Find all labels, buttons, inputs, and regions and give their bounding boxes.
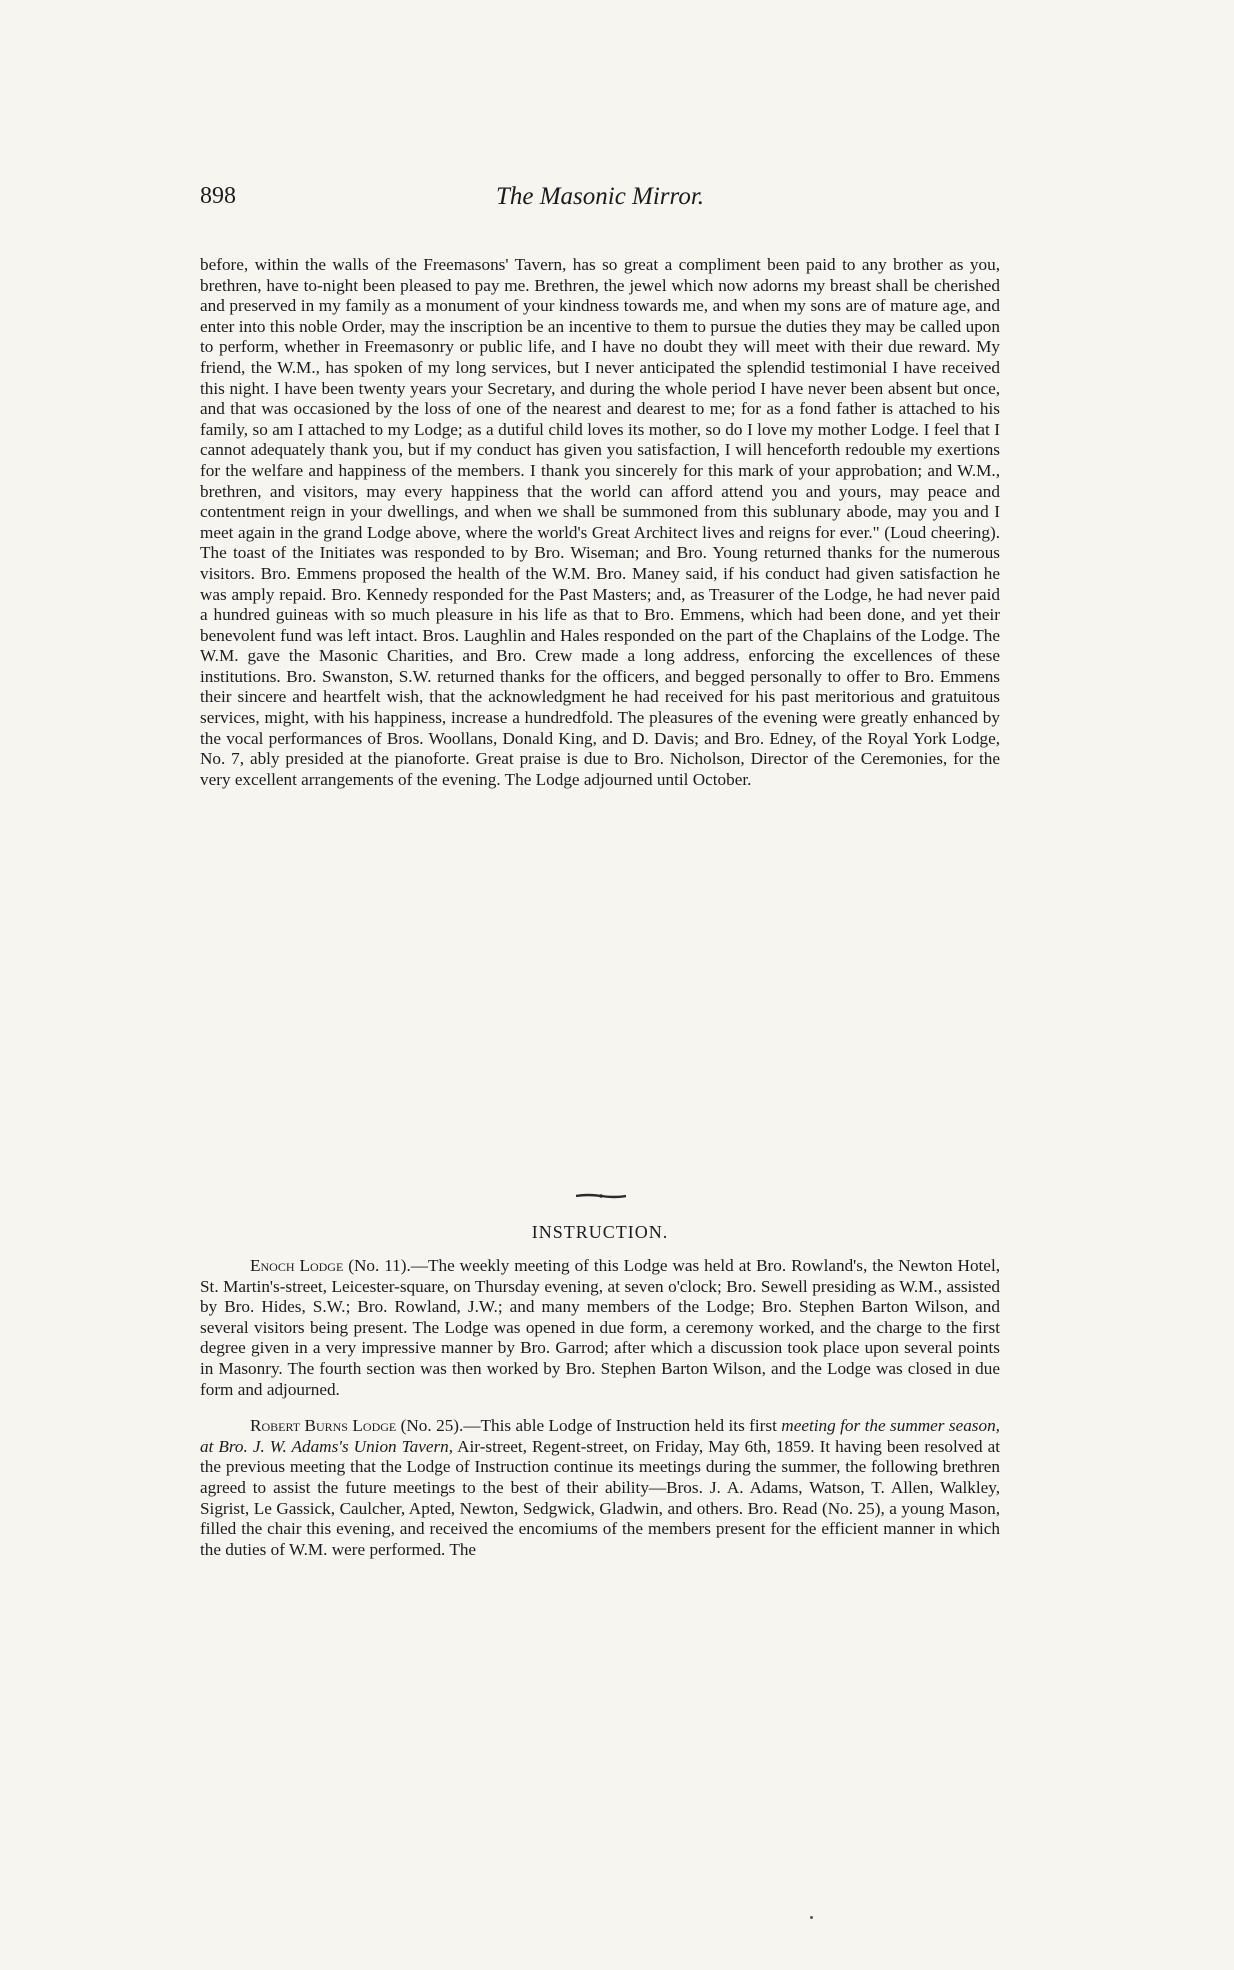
page-number: 898	[200, 183, 236, 209]
section-divider-ornament	[576, 1193, 626, 1199]
report-text: (No. 25).—This able Lodge of Instruction held its first	[396, 1416, 782, 1436]
report-text: (No. 11).—The weekly meeting of this Lodge was held at Bro. Rowland's, the Newton Hotel, St. Martin's-street, Leicester-square, on Thursday evening, at seven o'clock; Bro. Sewell presiding as W.M., assisted by Bro. Hides, S.W.; Bro. Rowland, J.W.; and many members of the Lodge; Bro. Stephen Barton Wilson, and several visitors being present. The Lodge was opened in due form, a ceremony worked, and the charge to the first degree given in a very impressive manner by Bro. Garrod; after which a discussion took place upon several points in Masonry. The fourth section was then worked by Bro. Stephen Barton Wilson, and the Lodge was closed in due form and adjourned.	[200, 1256, 1001, 1399]
section-heading: INSTRUCTION.	[531, 1222, 669, 1242]
continued-article	[200, 255, 1000, 790]
lodge-report-robert-burns	[200, 1416, 1000, 1560]
print-speck	[810, 1916, 813, 1919]
instruction-section	[200, 1256, 1000, 1560]
report-text-italic: meeting for the summer season, at Bro. J. W. Adams's Union Tavern,	[200, 1416, 1000, 1456]
running-head	[200, 183, 1000, 223]
report-text: Air-street, Regent-street, on Friday, May 6th, 1859. It having been resolved at the previous meeting that the Lodge of Instruction continue its meetings during the summer, the following brethren agreed to assist the future meetings to the best of their ability—Bros. J. A. Adams, Watson, T. Allen, Walkley, Sigrist, Le Gassick, Caulcher, Apted, Newton, Sedgwick, Gladwin, and others. Bro. Read (No. 25), a young Mason, filled the chair this evening, and received the encomiums of the members present for the efficient manner in which the duties of W.M. were performed. The	[200, 1436, 1000, 1559]
continued-paragraph: before, within the walls of the Freemasons' Tavern, has so great a compliment been paid to any brother as you, brethren, have to-night been pleased to pay me. Brethren, the jewel which now adorns my breast shall be cherished and preserved in my family as a monument of your kindness towards me, and when my sons are of mature age, and enter into this noble Order, may the inscription be an incentive to them to pursue the duties they may be called upon to perform, whether in Freemasonry or public life, and I have no doubt they will meet with their due reward. My friend, the W.M., has spoken of my long services, but I never anticipated the splendid testimonial I have received this night. I have been twenty years your Secretary, and during the whole period I have never been absent but once, and that was occasioned by the loss of one of the nearest and dearest to me; for as a fond father is attached to his family, so am I attached to my Lodge; as a dutiful child loves its mother, so do I love my mother Lodge. I feel that I cannot adequately thank you, but if my conduct has given you satisfaction, I will henceforth redouble my exertions for the welfare and happiness of the members. I thank you sincerely for this mark of your approbation; and W.M., brethren, and visitors, may every happiness that the world can afford attend you and yours, may peace and contentment reign in your dwellings, and when we shall be summoned from this sublunary abode, may you and I meet again in the grand Lodge above, where the world's Great Architect lives and reigns for ever." (Loud cheering). The toast of the Initiates was responded to by Bro. Wiseman; and Bro. Young returned thanks for the numerous visitors. Bro. Emmens proposed the health of the W.M. Bro. Maney said, if his conduct had given satisfaction he was amply repaid. Bro. Kennedy responded for the Past Masters; and, as Treasurer of the Lodge, he had never paid a hundred guineas with so much pleasure in his life as that to Bro. Emmens, which had been done, and yet their benevolent fund was left intact. Bros. Laughlin and Hales responded on the part of the Chaplains of the Lodge. The W.M. gave the Masonic Charities, and Bro. Crew made a long address, enforcing the excellences of these institutions. Bro. Swanston, S.W. returned thanks for the officers, and begged personally to offer to Bro. Emmens their sincere and heartfelt wish, that the acknowledgment he had received for his past meritorious and gratuitous services, might, with his happiness, increase a hundredfold. The pleasures of the evening were greatly enhanced by the vocal performances of Bros. Woollans, Donald King, and D. Davis; and Bro. Edney, of the Royal York Lodge, No. 7, ably presided at the pianoforte. Great praise is due to Bro. Nicholson, Director of the Ceremonies, for the very excellent arrangements of the evening. The Lodge adjourned until October.	[200, 255, 1000, 789]
lodge-name: Robert Burns Lodge	[250, 1416, 397, 1436]
lodge-name: Enoch Lodge	[250, 1256, 344, 1275]
lodge-report-enoch	[200, 1256, 1000, 1400]
journal-title: The Masonic Mirror.	[495, 183, 705, 210]
